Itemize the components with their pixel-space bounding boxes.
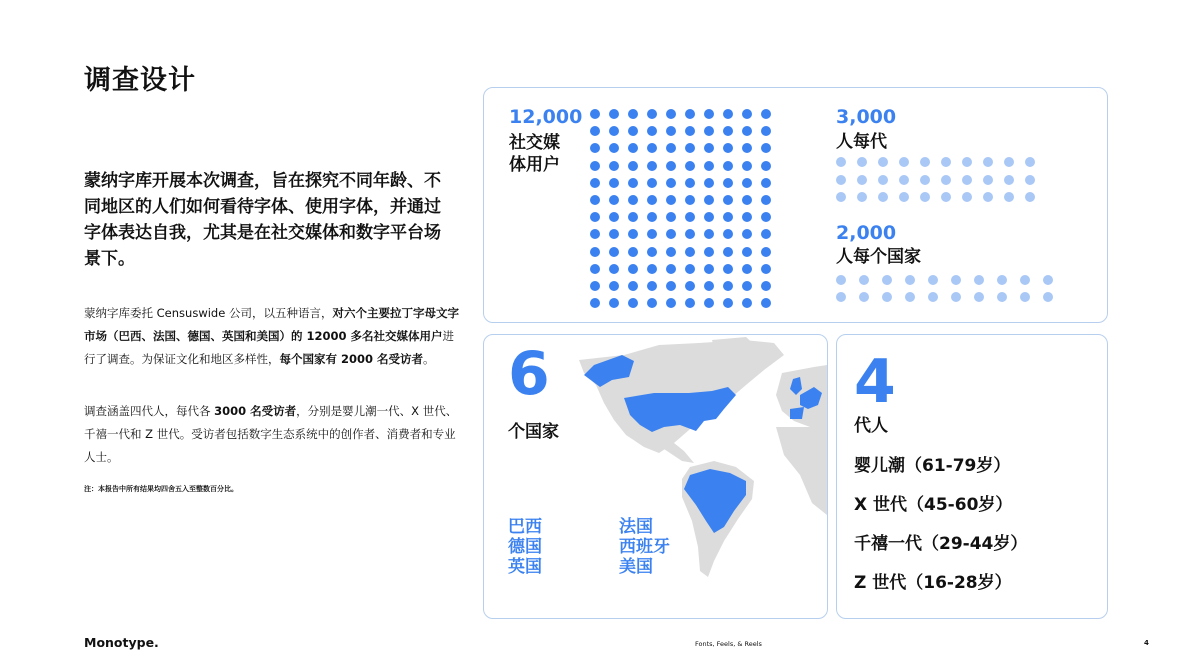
stat-dot xyxy=(836,292,846,302)
stat-dot xyxy=(666,143,676,153)
stat-dot xyxy=(742,109,752,119)
stat-dot xyxy=(647,212,657,222)
stat-dot xyxy=(920,157,930,167)
countries-card xyxy=(483,334,828,619)
respondents-card xyxy=(483,87,1108,323)
stat-dot xyxy=(685,195,695,205)
generation-item: Z 世代（16-28岁） xyxy=(854,573,1012,593)
stat-dot xyxy=(983,157,993,167)
stat-dot xyxy=(704,229,714,239)
stat-dot xyxy=(761,161,771,171)
stat-dot xyxy=(590,161,600,171)
stat-dot xyxy=(666,247,676,257)
stat-dot xyxy=(666,161,676,171)
stat-dot xyxy=(723,126,733,136)
stat-dot xyxy=(609,195,619,205)
stat-dot xyxy=(962,157,972,167)
stat-dot xyxy=(899,175,909,185)
stat-dot xyxy=(647,229,657,239)
country-list-right xyxy=(619,517,670,577)
stat-dot xyxy=(685,298,695,308)
stat-dot xyxy=(628,161,638,171)
stat-dot xyxy=(647,264,657,274)
stat-dot xyxy=(647,126,657,136)
stat-dot xyxy=(1025,157,1035,167)
total-respondents-number: 12,000 xyxy=(509,106,583,128)
stat-dot xyxy=(628,247,638,257)
stat-dot xyxy=(761,298,771,308)
stat-dot xyxy=(704,178,714,188)
stat-dot xyxy=(628,178,638,188)
stat-dot xyxy=(609,126,619,136)
stat-dot xyxy=(590,298,600,308)
country-count: 6 xyxy=(508,339,550,409)
stat-dot xyxy=(647,298,657,308)
map-spain xyxy=(790,407,804,419)
method-text-2: 进行了调查。为保证文化和地区多样性， xyxy=(84,329,455,366)
stat-dot xyxy=(609,143,619,153)
map-africa xyxy=(776,427,827,515)
stat-dot xyxy=(951,275,961,285)
stat-dot xyxy=(878,157,888,167)
stat-dot xyxy=(857,192,867,202)
stat-dot xyxy=(590,195,600,205)
stat-dot xyxy=(609,161,619,171)
stat-dot xyxy=(836,175,846,185)
generation-item: X 世代（45-60岁） xyxy=(854,495,1013,515)
stat-dot xyxy=(666,229,676,239)
stat-dot xyxy=(951,292,961,302)
country-name: 英国 xyxy=(508,557,542,577)
total-label-line-2: 体用户 xyxy=(509,155,560,175)
stat-dot xyxy=(983,192,993,202)
stat-dot xyxy=(983,175,993,185)
stat-dot xyxy=(1020,292,1030,302)
stat-dot xyxy=(836,192,846,202)
total-respondents-label xyxy=(509,132,560,176)
stat-dot xyxy=(1004,175,1014,185)
stat-dot xyxy=(647,161,657,171)
country-list-left xyxy=(508,517,542,577)
gen-text-1: 调查涵盖四代人，每代各 xyxy=(84,404,215,418)
stat-dot xyxy=(704,264,714,274)
stat-dot xyxy=(723,178,733,188)
stat-dot xyxy=(761,264,771,274)
stat-dot xyxy=(628,229,638,239)
generation-count-label: 代人 xyxy=(854,416,888,436)
stat-dot xyxy=(628,281,638,291)
method-text-3: 。 xyxy=(423,352,435,366)
gen-text-2: ，分别是婴儿潮一代、X 世代、千禧一代和 Z 世代。受访者包括数字生态系统中的创作者、消费者和专业人士。 xyxy=(84,404,458,464)
stat-dot xyxy=(723,195,733,205)
stat-dot xyxy=(905,275,915,285)
stat-dot xyxy=(761,212,771,222)
stat-dot xyxy=(590,264,600,274)
stat-dot xyxy=(882,275,892,285)
stat-dot xyxy=(761,229,771,239)
stat-dot xyxy=(878,175,888,185)
stat-dot xyxy=(628,126,638,136)
method-text-1: 蒙纳字库委托 Censuswide 公司，以五种语言， xyxy=(84,306,333,320)
stat-dot xyxy=(761,281,771,291)
stat-dot xyxy=(590,247,600,257)
stat-dot xyxy=(742,161,752,171)
generation-count: 4 xyxy=(854,347,896,417)
stat-dot xyxy=(723,109,733,119)
stat-dot xyxy=(704,195,714,205)
stat-dot xyxy=(704,298,714,308)
stat-dot xyxy=(857,157,867,167)
stat-dot xyxy=(647,247,657,257)
stat-dot xyxy=(761,143,771,153)
stat-dot xyxy=(704,281,714,291)
stat-dot xyxy=(609,247,619,257)
stat-dot xyxy=(609,212,619,222)
stat-dot xyxy=(609,298,619,308)
stat-dot xyxy=(962,175,972,185)
stat-dot xyxy=(1004,192,1014,202)
stat-dot xyxy=(685,264,695,274)
stat-dot xyxy=(723,281,733,291)
total-label-line-1: 社交媒 xyxy=(509,133,560,153)
stat-dot xyxy=(742,298,752,308)
stat-dot xyxy=(590,143,600,153)
per-generation-label: 人每代 xyxy=(836,132,887,152)
stat-dot xyxy=(723,264,733,274)
stat-dot xyxy=(666,298,676,308)
stat-dot xyxy=(704,109,714,119)
stat-dot xyxy=(878,192,888,202)
stat-dot xyxy=(685,178,695,188)
country-name: 法国 xyxy=(619,517,653,537)
stat-dot xyxy=(647,178,657,188)
method-paragraph xyxy=(84,302,459,371)
stat-dot xyxy=(859,275,869,285)
stat-dot xyxy=(962,192,972,202)
method-bold-2: 每个国家有 2000 名受访者 xyxy=(279,352,424,366)
stat-dot xyxy=(590,126,600,136)
stat-dot xyxy=(666,281,676,291)
stat-dot xyxy=(723,212,733,222)
stat-dot xyxy=(666,195,676,205)
page-title: 调查设计 xyxy=(84,65,196,96)
gen-bold-1: 3000 名受访者 xyxy=(214,404,297,418)
stat-dot xyxy=(723,229,733,239)
stat-dot xyxy=(1025,192,1035,202)
country-name: 西班牙 xyxy=(619,537,670,557)
stat-dot xyxy=(941,157,951,167)
stat-dot xyxy=(928,292,938,302)
stat-dot xyxy=(609,109,619,119)
stat-dot xyxy=(920,175,930,185)
stat-dot xyxy=(1043,292,1053,302)
stat-dot xyxy=(761,109,771,119)
stat-dot xyxy=(647,281,657,291)
stat-dot xyxy=(628,143,638,153)
stat-dot xyxy=(704,126,714,136)
stat-dot xyxy=(941,192,951,202)
per-country-number: 2,000 xyxy=(836,222,897,244)
stat-dot xyxy=(1043,275,1053,285)
stat-dot xyxy=(628,195,638,205)
stat-dot xyxy=(704,161,714,171)
stat-dot xyxy=(899,192,909,202)
stat-dot xyxy=(666,126,676,136)
stat-dot xyxy=(609,264,619,274)
stat-dot xyxy=(928,275,938,285)
stat-dot xyxy=(628,264,638,274)
stat-dot xyxy=(590,281,600,291)
country-name: 巴西 xyxy=(508,517,542,537)
stat-dot xyxy=(859,292,869,302)
stat-dot xyxy=(666,178,676,188)
stat-dot xyxy=(997,292,1007,302)
stat-dot xyxy=(685,281,695,291)
stat-dot xyxy=(628,298,638,308)
stat-dot xyxy=(761,195,771,205)
stat-dot xyxy=(761,247,771,257)
stat-dot xyxy=(685,109,695,119)
country-count-label: 个国家 xyxy=(508,422,559,442)
stat-dot xyxy=(628,212,638,222)
stat-dot xyxy=(647,109,657,119)
stat-dot xyxy=(899,157,909,167)
stat-dot xyxy=(704,212,714,222)
generation-item: 婴儿潮（61-79岁） xyxy=(854,456,1011,476)
per-country-label: 人每个国家 xyxy=(836,247,921,267)
stat-dot xyxy=(974,292,984,302)
stat-dot xyxy=(742,195,752,205)
stat-dot xyxy=(704,143,714,153)
stat-dot xyxy=(704,247,714,257)
stat-dot xyxy=(685,229,695,239)
stat-dot xyxy=(590,178,600,188)
stat-dot xyxy=(742,143,752,153)
stat-dot xyxy=(685,247,695,257)
stat-dot xyxy=(941,175,951,185)
stat-dot xyxy=(647,195,657,205)
stat-dot xyxy=(723,161,733,171)
stat-dot xyxy=(685,161,695,171)
footer-report-title: Fonts, Feels, & Reels xyxy=(695,640,762,648)
stat-dot xyxy=(590,109,600,119)
stat-dot xyxy=(609,178,619,188)
stat-dot xyxy=(1020,275,1030,285)
stat-dot xyxy=(590,229,600,239)
stat-dot xyxy=(647,143,657,153)
page-number: 4 xyxy=(1144,639,1149,647)
country-name: 德国 xyxy=(508,537,542,557)
stat-dot xyxy=(666,264,676,274)
stat-dot xyxy=(666,212,676,222)
footnote: 注：本报告中所有结果均四舍五入至整数百分比。 xyxy=(84,485,238,493)
stat-dot xyxy=(761,126,771,136)
stat-dot xyxy=(857,175,867,185)
stat-dot xyxy=(920,192,930,202)
stat-dot xyxy=(723,247,733,257)
brand-logo-text: Monotype. xyxy=(84,635,159,650)
stat-dot xyxy=(742,247,752,257)
stat-dot xyxy=(628,109,638,119)
stat-dot xyxy=(590,212,600,222)
generation-item: 千禧一代（29-44岁） xyxy=(854,534,1028,554)
stat-dot xyxy=(609,229,619,239)
stat-dot xyxy=(1025,175,1035,185)
stat-dot xyxy=(836,157,846,167)
stat-dot xyxy=(742,281,752,291)
generation-list xyxy=(854,453,1027,609)
stat-dot xyxy=(905,292,915,302)
stat-dot xyxy=(997,275,1007,285)
lead-paragraph: 蒙纳字库开展本次调查，旨在探究不同年龄、不同地区的人们如何看待字体、使用字体，并通过字体表达自我，尤其是在社交媒体和数字平台场景下。 xyxy=(84,171,441,269)
stat-dot xyxy=(974,275,984,285)
stat-dot xyxy=(742,212,752,222)
stat-dot xyxy=(761,178,771,188)
stat-dot xyxy=(742,178,752,188)
stat-dot xyxy=(609,281,619,291)
method-bold-1: 对六个主要拉丁字母文字市场（巴西、法国、德国、英国和美国）的 12000 多名社交媒体用户 xyxy=(84,306,459,343)
stat-dot xyxy=(685,212,695,222)
stat-dot xyxy=(742,126,752,136)
stat-dot xyxy=(723,143,733,153)
per-generation-number: 3,000 xyxy=(836,106,897,128)
stat-dot xyxy=(742,264,752,274)
stat-dot xyxy=(685,126,695,136)
stat-dot xyxy=(1004,157,1014,167)
stat-dot xyxy=(723,298,733,308)
stat-dot xyxy=(836,275,846,285)
country-name: 美国 xyxy=(619,557,653,577)
generations-card xyxy=(836,334,1108,619)
stat-dot xyxy=(685,143,695,153)
stat-dot xyxy=(742,229,752,239)
generations-paragraph xyxy=(84,400,459,469)
stat-dot xyxy=(666,109,676,119)
stat-dot xyxy=(882,292,892,302)
